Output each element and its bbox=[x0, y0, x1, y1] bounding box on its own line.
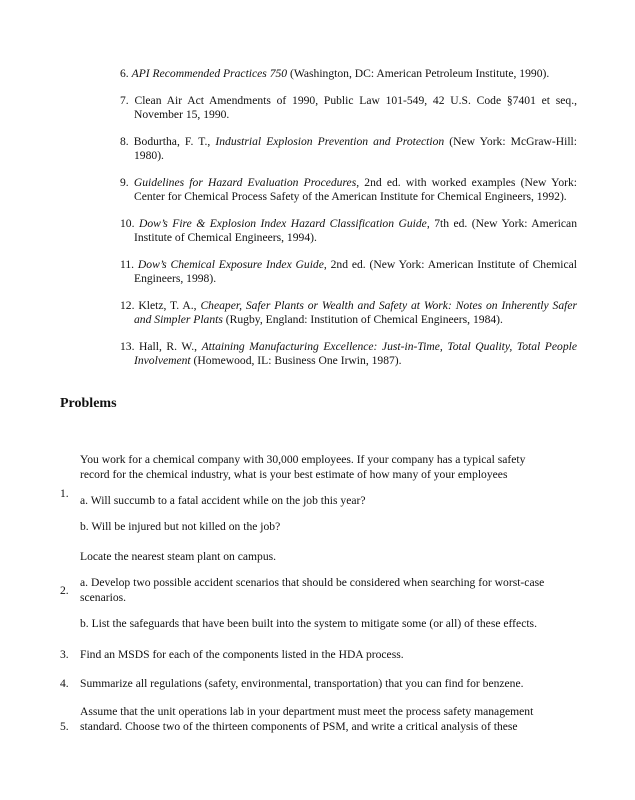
problem-3-text: Find an MSDS for each of the components listed in the HDA process. bbox=[80, 648, 404, 661]
reference-12: 12. Kletz, T. A., Cheaper, Safer Plants or Wealth and Safety at Work: Notes on Inherently Safer and Simpler Plants (Rugby, England: Institution of Chemical Engineers, 1984). bbox=[120, 299, 577, 326]
problem-2-intro: Locate the nearest steam plant on campus. bbox=[80, 550, 277, 563]
reference-list bbox=[120, 67, 577, 381]
reference-6: 6. API Recommended Practices 750 (Washington, DC: American Petroleum Institute, 1990). bbox=[120, 67, 550, 80]
reference-9: 9. Guidelines for Hazard Evaluation Procedures, 2nd ed. with worked examples (New York: Center for Chemical Process Safety of the American Institute for Chemical Engineers, 1992). bbox=[120, 176, 577, 203]
problem-1-intro: You work for a chemical company with 30,000 employees. If your company has a typical safety record for the chemical industry, what is your best estimate of how many of your employees bbox=[80, 453, 526, 481]
problem-4-text: Summarize all regulations (safety, environmental, transportation) that you can find for benzene. bbox=[80, 677, 524, 690]
problem-4-number: 4. bbox=[60, 677, 69, 690]
problem-1-number: 1. bbox=[60, 487, 69, 500]
problems-heading: Problems bbox=[60, 396, 117, 411]
reference-11: 11. Dow’s Chemical Exposure Index Guide, 2nd ed. (New York: American Institute of Chemical Engineers, 1998). bbox=[120, 258, 577, 285]
problem-2-number: 2. bbox=[60, 584, 69, 597]
problem-1b: b. Will be injured but not killed on the job? bbox=[80, 520, 281, 533]
reference-13: 13. Hall, R. W., Attaining Manufacturing Excellence: Just-in-Time, Total Quality, Total People Involvement (Homewood, IL: Business One Irwin, 1987). bbox=[120, 340, 577, 367]
problem-5-number: 5. bbox=[60, 720, 69, 733]
reference-8: 8. Bodurtha, F. T., Industrial Explosion Prevention and Protection (New York: McGraw-Hill: 1980). bbox=[120, 135, 577, 162]
problem-3-number: 3. bbox=[60, 648, 69, 661]
reference-10: 10. Dow’s Fire & Explosion Index Hazard Classification Guide, 7th ed. (New York: American Institute of Chemical Engineers, 1994). bbox=[120, 217, 578, 244]
problem-5-text: Assume that the unit operations lab in your department must meet the process safety management standard. Choose two of the thirteen components of PSM, and write a critical analysis of these bbox=[80, 705, 534, 733]
problem-2b: b. List the safeguards that have been built into the system to mitigate some (or all) of these effects. bbox=[80, 617, 537, 630]
problem-1a: a. Will succumb to a fatal accident while on the job this year? bbox=[80, 494, 366, 507]
problem-2a: a. Develop two possible accident scenarios that should be considered when searching for worst-case scenarios. bbox=[80, 576, 545, 604]
reference-7: 7. Clean Air Act Amendments of 1990, Public Law 101-549, 42 U.S. Code §7401 et seq., November 15, 1990. bbox=[120, 94, 577, 121]
